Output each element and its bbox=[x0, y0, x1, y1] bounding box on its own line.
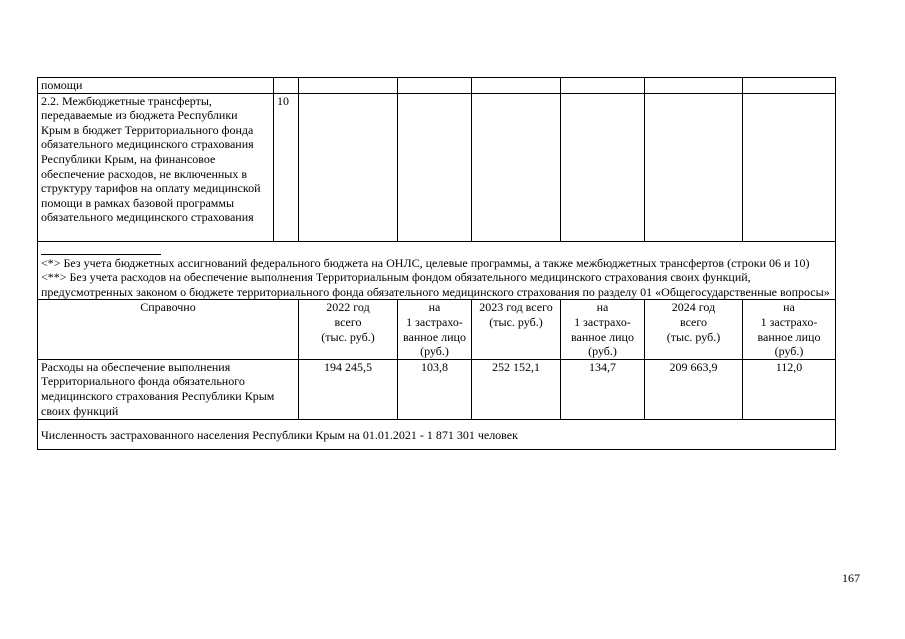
expenses-label: Расходы на обеспечение выполнения Территориального фонда обязательного медицинского страхования Республики Крым своих функций bbox=[38, 359, 299, 419]
reference-header: на 1 застрахо- ванное лицо (руб.) bbox=[561, 300, 645, 359]
table-row-transfers bbox=[38, 93, 836, 241]
table-row-reference-header bbox=[38, 300, 836, 359]
reference-header: 2023 год всего (тыс. руб.) bbox=[472, 300, 561, 359]
footnote-2: <**> Без учета расходов на обеспечение выполнения Территориальным фондом обязательного медицинского страхования своих функций, предусмотренных законом о бюджете территориального фонда обязательного медицинского страхования по разделу 01 «Общегосударственные вопросы» bbox=[41, 270, 830, 299]
row-line-number: 10 bbox=[274, 93, 299, 241]
table-row-expenses bbox=[38, 359, 836, 419]
row-label: 2.2. Межбюджетные трансферты, передаваемые из бюджета Республики Крым в бюджет Территориального фонда обязательного медицинского страхования Республики Крым, на финансовое обеспечение расходов, не включенных в структуру тарифов на оплату медицинской помощи в рамках базовой программы обязательного медицинского страхования bbox=[38, 93, 274, 241]
footnote-1: <*> Без учета бюджетных ассигнований федерального бюджета на ОНЛС, целевые программы, а также межбюджетных трансфертов (строки 06 и 10) bbox=[41, 255, 810, 270]
footnotes bbox=[38, 241, 836, 300]
population-note: Численность застрахованного населения Республики Крым на 01.01.2021 - 1 871 301 человек bbox=[38, 419, 836, 449]
reference-header: на 1 застрахо- ванное лицо (руб.) bbox=[743, 300, 836, 359]
expenses-value: 252 152,1 bbox=[472, 359, 561, 419]
table-row-population bbox=[38, 419, 836, 449]
expenses-value: 209 663,9 bbox=[645, 359, 743, 419]
reference-header: на 1 застрахо- ванное лицо (руб.) bbox=[398, 300, 472, 359]
reference-header: 2022 год всего (тыс. руб.) bbox=[299, 300, 398, 359]
table-row-top bbox=[38, 78, 836, 94]
footnote-separator bbox=[41, 254, 161, 255]
reference-header: 2024 год всего (тыс. руб.) bbox=[645, 300, 743, 359]
table-row-notes bbox=[38, 241, 836, 300]
row-label: помощи bbox=[38, 78, 274, 94]
page-number: 167 bbox=[842, 571, 860, 585]
financing-table bbox=[37, 77, 836, 450]
expenses-value: 134,7 bbox=[561, 359, 645, 419]
reference-label: Справочно bbox=[38, 300, 299, 359]
expenses-value: 112,0 bbox=[743, 359, 836, 419]
expenses-value: 194 245,5 bbox=[299, 359, 398, 419]
expenses-value: 103,8 bbox=[398, 359, 472, 419]
